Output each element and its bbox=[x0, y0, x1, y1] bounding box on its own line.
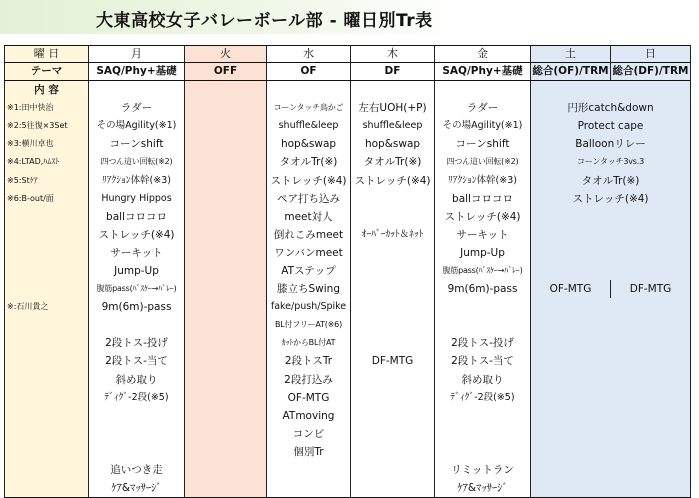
table-row bbox=[5, 244, 691, 262]
cell-tue bbox=[185, 135, 267, 153]
cell-mon: その場Agility(※1) bbox=[89, 117, 185, 135]
cell-thu bbox=[351, 371, 435, 389]
table-row bbox=[5, 425, 691, 443]
table-row bbox=[5, 334, 691, 352]
cell-thu bbox=[351, 461, 435, 479]
table-row bbox=[5, 99, 691, 117]
note-cell bbox=[5, 208, 89, 226]
cell-wed bbox=[267, 461, 351, 479]
cell-mon: サーキット bbox=[89, 244, 185, 262]
cell-thu bbox=[351, 316, 435, 334]
cell-wed bbox=[267, 81, 351, 100]
cell-mon: 2段トス-投げ bbox=[89, 334, 185, 352]
cell-fri bbox=[435, 298, 531, 316]
cell-sat: OF-MTG bbox=[531, 280, 611, 298]
table-row bbox=[5, 81, 691, 100]
theme-sat: 総合(OF)/TRM bbox=[531, 63, 611, 81]
day-header-wed: 水 bbox=[267, 46, 351, 63]
cell-mon bbox=[89, 425, 185, 443]
cell-tue bbox=[185, 190, 267, 208]
cell-fri bbox=[435, 81, 531, 100]
cell-wed: タオルTr(※) bbox=[267, 153, 351, 171]
cell-wed: BL付フリーAT(※6) bbox=[267, 316, 351, 334]
theme-tue: OFF bbox=[185, 63, 267, 81]
cell-weekend bbox=[531, 226, 691, 244]
cell-fri: ﾃﾞｨｸﾞ-2段(※5) bbox=[435, 389, 531, 407]
table-row bbox=[5, 262, 691, 280]
cell-tue bbox=[185, 389, 267, 407]
cell-wed: shuffle&leep bbox=[267, 117, 351, 135]
cell-tue bbox=[185, 153, 267, 171]
cell-weekend: Balloonリレー bbox=[531, 135, 691, 153]
cell-fri: 2段トス-投げ bbox=[435, 334, 531, 352]
cell-tue bbox=[185, 298, 267, 316]
cell-weekend bbox=[531, 262, 691, 280]
cell-wed: hop&swap bbox=[267, 135, 351, 153]
note-cell bbox=[5, 316, 89, 334]
cell-wed bbox=[267, 479, 351, 498]
cell-fri: ﾘｱｸｼｮﾝ体幹(※3) bbox=[435, 171, 531, 189]
cell-mon: ラダー bbox=[89, 99, 185, 117]
cell-weekend: タオルTr(※) bbox=[531, 171, 691, 189]
cell-weekend bbox=[531, 407, 691, 425]
day-header-mon: 月 bbox=[89, 46, 185, 63]
table-row bbox=[5, 407, 691, 425]
theme-fri: SAQ/Phy+基礎 bbox=[435, 63, 531, 81]
day-header-thu: 木 bbox=[351, 46, 435, 63]
cell-mon: Jump-Up bbox=[89, 262, 185, 280]
note-cell bbox=[5, 425, 89, 443]
cell-tue bbox=[185, 99, 267, 117]
table-row bbox=[5, 352, 691, 370]
cell-fri: 四つん這い回転(※2) bbox=[435, 153, 531, 171]
table-row bbox=[5, 316, 691, 334]
cell-weekend bbox=[531, 389, 691, 407]
note-cell bbox=[5, 407, 89, 425]
note-cell bbox=[5, 461, 89, 479]
cell-thu bbox=[351, 407, 435, 425]
cell-mon: ﾃﾞｨｸﾞ-2段(※5) bbox=[89, 389, 185, 407]
cell-fri: 腹筋pass(ﾊﾞｽｹｰ→ﾊﾞﾚｰ) bbox=[435, 262, 531, 280]
cell-fri bbox=[435, 443, 531, 461]
theme-thu: DF bbox=[351, 63, 435, 81]
cell-thu: ストレッチ(※4) bbox=[351, 171, 435, 189]
cell-mon bbox=[89, 407, 185, 425]
cell-tue bbox=[185, 226, 267, 244]
cell-mon: ballコロコロ bbox=[89, 208, 185, 226]
cell-tue bbox=[185, 280, 267, 298]
cell-mon: 追いつき走 bbox=[89, 461, 185, 479]
table-row bbox=[5, 461, 691, 479]
cell-weekend: Protect cape bbox=[531, 117, 691, 135]
table-row bbox=[5, 443, 691, 461]
cell-fri bbox=[435, 425, 531, 443]
note-cell: ※4:LTAD,ﾊﾑｽﾄ bbox=[5, 153, 89, 171]
cell-weekend bbox=[531, 443, 691, 461]
note-cell bbox=[5, 443, 89, 461]
cell-thu bbox=[351, 298, 435, 316]
page-title: 大東高校女子バレーボール部 - 曜日別Tr表 bbox=[96, 11, 433, 31]
cell-wed: ATステップ bbox=[267, 262, 351, 280]
cell-fri: 2段トス-当て bbox=[435, 352, 531, 370]
note-cell bbox=[5, 334, 89, 352]
cell-tue bbox=[185, 334, 267, 352]
theme-row bbox=[5, 63, 691, 81]
cell-mon: コーンshift bbox=[89, 135, 185, 153]
note-cell: ※3:横川卓也 bbox=[5, 135, 89, 153]
table-row bbox=[5, 226, 691, 244]
cell-mon: 2段トス-当て bbox=[89, 352, 185, 370]
cell-thu bbox=[351, 208, 435, 226]
note-cell bbox=[5, 479, 89, 498]
cell-wed: 倒れこみmeet bbox=[267, 226, 351, 244]
cell-weekend bbox=[531, 298, 691, 316]
cell-mon: ｹｱ&ﾏｯｻｰｼﾞ bbox=[89, 479, 185, 498]
cell-wed: 膝立ちSwing bbox=[267, 280, 351, 298]
cell-wed: ワンバンmeet bbox=[267, 244, 351, 262]
cell-mon: ﾘｱｸｼｮﾝ体幹(※3) bbox=[89, 171, 185, 189]
cell-thu bbox=[351, 262, 435, 280]
note-cell bbox=[5, 371, 89, 389]
cell-mon: 9m(6m)-pass bbox=[89, 298, 185, 316]
note-cell: ※2:5往復×3Set bbox=[5, 117, 89, 135]
theme-wed: OF bbox=[267, 63, 351, 81]
cell-mon: 斜め取り bbox=[89, 371, 185, 389]
table-row bbox=[5, 190, 691, 208]
cell-thu bbox=[351, 389, 435, 407]
cell-mon bbox=[89, 81, 185, 100]
cell-weekend: 円形catch&down bbox=[531, 99, 691, 117]
cell-tue bbox=[185, 425, 267, 443]
cell-fri: Jump-Up bbox=[435, 244, 531, 262]
cell-weekend bbox=[531, 461, 691, 479]
note-cell bbox=[5, 244, 89, 262]
cell-thu: shuffle&leep bbox=[351, 117, 435, 135]
cell-fri bbox=[435, 407, 531, 425]
note-cell: ※5:Stｹｱ bbox=[5, 171, 89, 189]
theme-mon: SAQ/Phy+基礎 bbox=[89, 63, 185, 81]
table-row bbox=[5, 280, 691, 298]
cell-fri: ラダー bbox=[435, 99, 531, 117]
cell-thu: hop&swap bbox=[351, 135, 435, 153]
cell-thu: ｵｰﾊﾞｰｶｯﾄ＆ﾈｯﾄ bbox=[351, 226, 435, 244]
cell-tue bbox=[185, 244, 267, 262]
cell-thu bbox=[351, 244, 435, 262]
day-header-sat: 土 bbox=[531, 46, 611, 63]
cell-weekend bbox=[531, 352, 691, 370]
cell-wed: meet対人 bbox=[267, 208, 351, 226]
cell-thu bbox=[351, 479, 435, 498]
theme-sun: 総合(DF)/TRM bbox=[611, 63, 691, 81]
schedule-table bbox=[4, 45, 691, 498]
note-cell: ※6:B-out/面 bbox=[5, 190, 89, 208]
cell-thu: DF-MTG bbox=[351, 352, 435, 370]
cell-tue bbox=[185, 171, 267, 189]
note-cell bbox=[5, 352, 89, 370]
cell-thu bbox=[351, 280, 435, 298]
cell-weekend bbox=[531, 208, 691, 226]
cell-weekend: コーンタッチ3vs.3 bbox=[531, 153, 691, 171]
cell-fri: ｹｱ&ﾏｯｻｰｼﾞ bbox=[435, 479, 531, 498]
cell-tue bbox=[185, 443, 267, 461]
cell-fri: 9m(6m)-pass bbox=[435, 280, 531, 298]
note-cell: ※:石川貴之 bbox=[5, 298, 89, 316]
cell-thu: タオルTr(※) bbox=[351, 153, 435, 171]
cell-tue bbox=[185, 81, 267, 100]
note-cell bbox=[5, 226, 89, 244]
cell-weekend bbox=[531, 244, 691, 262]
cell-wed: 2段トスTr bbox=[267, 352, 351, 370]
table-row bbox=[5, 153, 691, 171]
cell-wed: ストレッチ(※4) bbox=[267, 171, 351, 189]
cell-tue bbox=[185, 371, 267, 389]
table-row bbox=[5, 208, 691, 226]
cell-tue bbox=[185, 407, 267, 425]
header-row bbox=[5, 46, 691, 63]
cell-thu bbox=[351, 443, 435, 461]
table-row bbox=[5, 479, 691, 498]
table-row bbox=[5, 389, 691, 407]
content-label: 内 容 bbox=[5, 81, 89, 100]
day-header-tue: 火 bbox=[185, 46, 267, 63]
cell-wed: 個別Tr bbox=[267, 443, 351, 461]
cell-thu bbox=[351, 190, 435, 208]
cell-weekend bbox=[531, 479, 691, 498]
cell-weekend bbox=[531, 334, 691, 352]
cell-wed: ｶｯﾄからBL付AT bbox=[267, 334, 351, 352]
cell-fri bbox=[435, 316, 531, 334]
day-header-label: 曜 日 bbox=[5, 46, 89, 63]
cell-wed: OF-MTG bbox=[267, 389, 351, 407]
table-row bbox=[5, 371, 691, 389]
cell-thu bbox=[351, 334, 435, 352]
cell-thu bbox=[351, 81, 435, 100]
cell-mon bbox=[89, 316, 185, 334]
cell-wed: コンビ bbox=[267, 425, 351, 443]
cell-fri: その場Agility(※1) bbox=[435, 117, 531, 135]
theme-label: テーマ bbox=[5, 63, 89, 81]
cell-weekend: ストレッチ(※4) bbox=[531, 190, 691, 208]
cell-thu: 左右UOH(+P) bbox=[351, 99, 435, 117]
cell-weekend bbox=[531, 81, 691, 100]
cell-tue bbox=[185, 479, 267, 498]
cell-tue bbox=[185, 461, 267, 479]
cell-wed: コーンタッチ鳥かご bbox=[267, 99, 351, 117]
cell-mon bbox=[89, 443, 185, 461]
cell-weekend bbox=[531, 371, 691, 389]
cell-mon: ストレッチ(※4) bbox=[89, 226, 185, 244]
cell-fri: ballコロコロ bbox=[435, 190, 531, 208]
cell-thu bbox=[351, 425, 435, 443]
cell-tue bbox=[185, 316, 267, 334]
cell-fri: 斜め取り bbox=[435, 371, 531, 389]
table-row bbox=[5, 117, 691, 135]
note-cell bbox=[5, 280, 89, 298]
table-row bbox=[5, 135, 691, 153]
cell-wed: fake/push/Spike bbox=[267, 298, 351, 316]
cell-mon: 腹筋pass(ﾊﾞｽｹｰ→ﾊﾞﾚｰ) bbox=[89, 280, 185, 298]
cell-fri: リミットラン bbox=[435, 461, 531, 479]
cell-tue bbox=[185, 117, 267, 135]
note-cell: ※1:田中快治 bbox=[5, 99, 89, 117]
day-header-fri: 金 bbox=[435, 46, 531, 63]
cell-mon: 四つん這い回転(※2) bbox=[89, 153, 185, 171]
cell-weekend bbox=[531, 425, 691, 443]
cell-tue bbox=[185, 352, 267, 370]
cell-fri: ストレッチ(※4) bbox=[435, 208, 531, 226]
cell-fri: コーンshift bbox=[435, 135, 531, 153]
cell-tue bbox=[185, 208, 267, 226]
cell-fri: サーキット bbox=[435, 226, 531, 244]
note-cell bbox=[5, 262, 89, 280]
cell-mon: Hungry Hippos bbox=[89, 190, 185, 208]
table-row bbox=[5, 171, 691, 189]
cell-sun: DF-MTG bbox=[611, 280, 691, 298]
note-cell bbox=[5, 389, 89, 407]
cell-wed: ペア打ち込み bbox=[267, 190, 351, 208]
cell-weekend bbox=[531, 316, 691, 334]
cell-tue bbox=[185, 262, 267, 280]
table-row bbox=[5, 298, 691, 316]
cell-wed: ATmoving bbox=[267, 407, 351, 425]
day-header-sun: 日 bbox=[611, 46, 691, 63]
cell-wed: 2段打込み bbox=[267, 371, 351, 389]
